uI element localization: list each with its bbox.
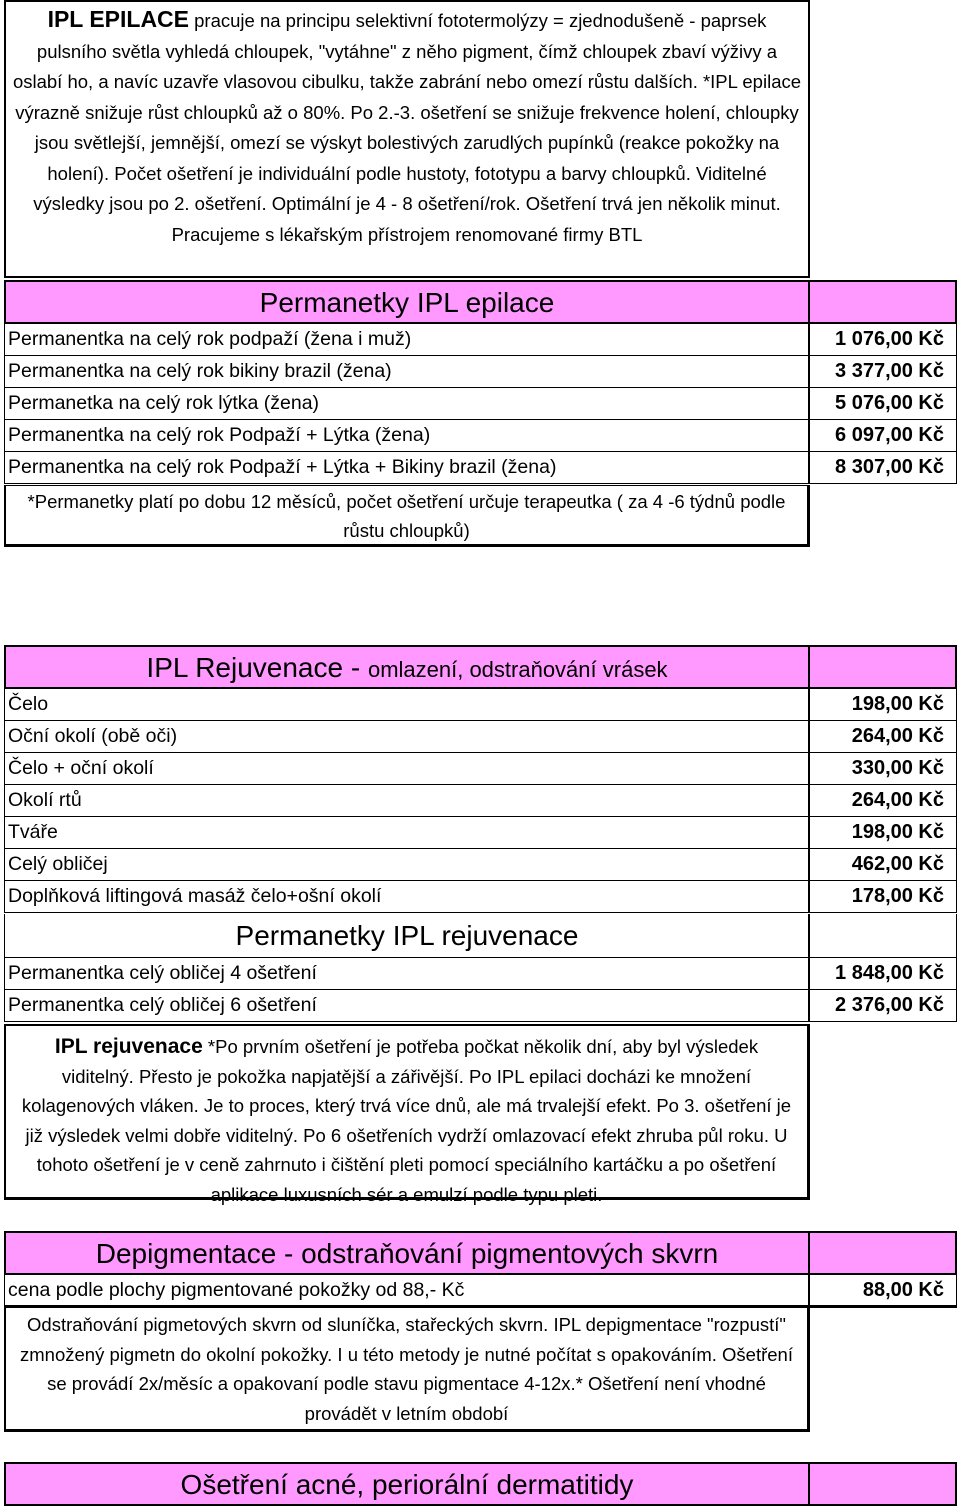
rejuvenace-row-price: 178,00 Kč <box>808 881 957 913</box>
rejuvenace-row-price: 198,00 Kč <box>808 689 957 721</box>
rejuvenace-perm-price-cell <box>808 914 957 958</box>
rejuvenace-heading-price-cell <box>808 645 957 689</box>
rejuvenace-heading-main: IPL Rejuvenace - <box>146 652 368 683</box>
rejuvenace-row-price: 198,00 Kč <box>808 817 957 849</box>
rejuvenace-note-title: IPL rejuvenace <box>54 1035 203 1058</box>
rejuvenace-heading <box>4 645 810 689</box>
depigmentace-row: cena podle plochy pigmentované pokožky od 88,- Kč <box>4 1275 810 1308</box>
rejuvenace-note <box>4 1024 810 1205</box>
epilace-row-label: Permanentka na celý rok podpaží (žena i muž) <box>4 324 810 356</box>
depigmentace-price: 88,00 Kč <box>808 1275 957 1308</box>
acne-heading-price-cell <box>808 1462 957 1506</box>
rejuvenace-note-text: *Po prvním ošetření je potřeba počkat několik dní, aby byl výsledek viditelný. Přesto je pokožka napjatější a zářivější. Po IPL epilaci docházi ke množení kolagenových vláken. Je to proces, který trvá více dnů, ale má trvalejší efekt. Po 3. ošetření je již výsledek velmi dobře viditelný. Po 6 ošetřeních vydrží omlazovací efekt zhruba půl roku. U tohoto ošetření je v ceně zahrnuto i čištění pleti pomocí speciálního kartáčku a po ošetření aplikace luxusních sér a emulzí podle typu pleti. <box>21 1036 792 1205</box>
epilace-row-price: 5 076,00 Kč <box>808 388 957 420</box>
rejuvenace-row-price: 264,00 Kč <box>808 785 957 817</box>
intro-text: pracuje na principu selektivní fototermolýzy = zjednodušeně - paprsek pulsního světla vyhledá chloupek, "vytáhne" z něho pigment, čímž chloupek zbaví výživy a oslabí ho, a navíc uzavře vlasovou cibulku, takže zabrání nebo omezí růstu dalších. *IPL epilace výrazně snižuje růst chloupků až o 80%. Po 2.-3. ošetření se snižuje frekvence holení, chloupky jsou světlejší, jemnější, omezí se výskyt bolestivých zarudlých pupínků (reakce pokožky na holení). Počet ošetření je individuální podle hustoty, fototypu a barvy chloupků. Viditelné výsledky jsou po 2. ošetření. Optimální je 4 - 8 ošetření/rok. Ošetření trvá jen několik minut. Pracujeme s lékařským přístrojem renomované firmy BTL <box>12 10 802 245</box>
rejuvenace-row-price: 330,00 Kč <box>808 753 957 785</box>
epilace-row-price: 1 076,00 Kč <box>808 324 957 356</box>
intro-box <box>4 0 810 278</box>
depigmentace-note: Odstraňování pigmetových skvrn od sluníčka, stařeckých skvrn. IPL depigmentace "rozpustí" zmnožený pigmetn do okolní pokožky. I u této metody je nutné počítat s opakováním. Ošetření se provádí 2x/měsíc a opakovaní podle stavu pigmentace 4-12x.* Ošetření není vhodné provádět v letním období <box>4 1308 810 1432</box>
epilace-note: *Permanetky platí po dobu 12 měsíců, počet ošetření určuje terapeutka ( za 4 -6 týdnů podle růstu chloupků) <box>4 485 810 547</box>
epilace-row-price: 6 097,00 Kč <box>808 420 957 452</box>
epilace-heading: Permanetky IPL epilace <box>4 280 810 324</box>
intro-title: IPL EPILACE <box>47 6 189 32</box>
epilace-row-price: 8 307,00 Kč <box>808 452 957 484</box>
epilace-row-price: 3 377,00 Kč <box>808 356 957 388</box>
rejuvenace-perm-row-label: Permanentka celý obličej 4 ošetření <box>4 958 810 990</box>
epilace-row-label: Permanentka na celý rok Podpaží + Lýtka + Bikiny brazil (žena) <box>4 452 810 484</box>
rejuvenace-heading-sub: omlazení, odstraňování vrásek <box>367 657 668 682</box>
rejuvenace-row-label: Čelo + oční okolí <box>4 753 810 785</box>
rejuvenace-row-label: Čelo <box>4 689 810 721</box>
rejuvenace-perm-row-label: Permanentka celý obličej 6 ošetření <box>4 990 810 1022</box>
rejuvenace-row-label: Doplňková liftingová masáž čelo+ošní okolí <box>4 881 810 913</box>
depigmentace-heading: Depigmentace - odstraňování pigmentových skvrn <box>4 1231 810 1275</box>
rejuvenace-row-label: Oční okolí (obě oči) <box>4 721 810 753</box>
rejuvenace-perm-heading: Permanetky IPL rejuvenace <box>4 914 810 958</box>
rejuvenace-row-price: 462,00 Kč <box>808 849 957 881</box>
epilace-row-label: Permanentka na celý rok Podpaží + Lýtka (žena) <box>4 420 810 452</box>
rejuvenace-perm-row-price: 1 848,00 Kč <box>808 958 957 990</box>
rejuvenace-row-label: Tváře <box>4 817 810 849</box>
epilace-row-label: Permanentka na celý rok bikiny brazil (žena) <box>4 356 810 388</box>
rejuvenace-row-price: 264,00 Kč <box>808 721 957 753</box>
rejuvenace-row-label: Celý obličej <box>4 849 810 881</box>
epilace-row-label: Permanetka na celý rok lýtka (žena) <box>4 388 810 420</box>
depigmentace-heading-price-cell <box>808 1231 957 1275</box>
epilace-heading-price-cell <box>808 280 957 324</box>
rejuvenace-row-label: Okolí rtů <box>4 785 810 817</box>
acne-heading: Ošetření acné, periorální dermatitidy <box>4 1462 810 1506</box>
rejuvenace-perm-row-price: 2 376,00 Kč <box>808 990 957 1022</box>
